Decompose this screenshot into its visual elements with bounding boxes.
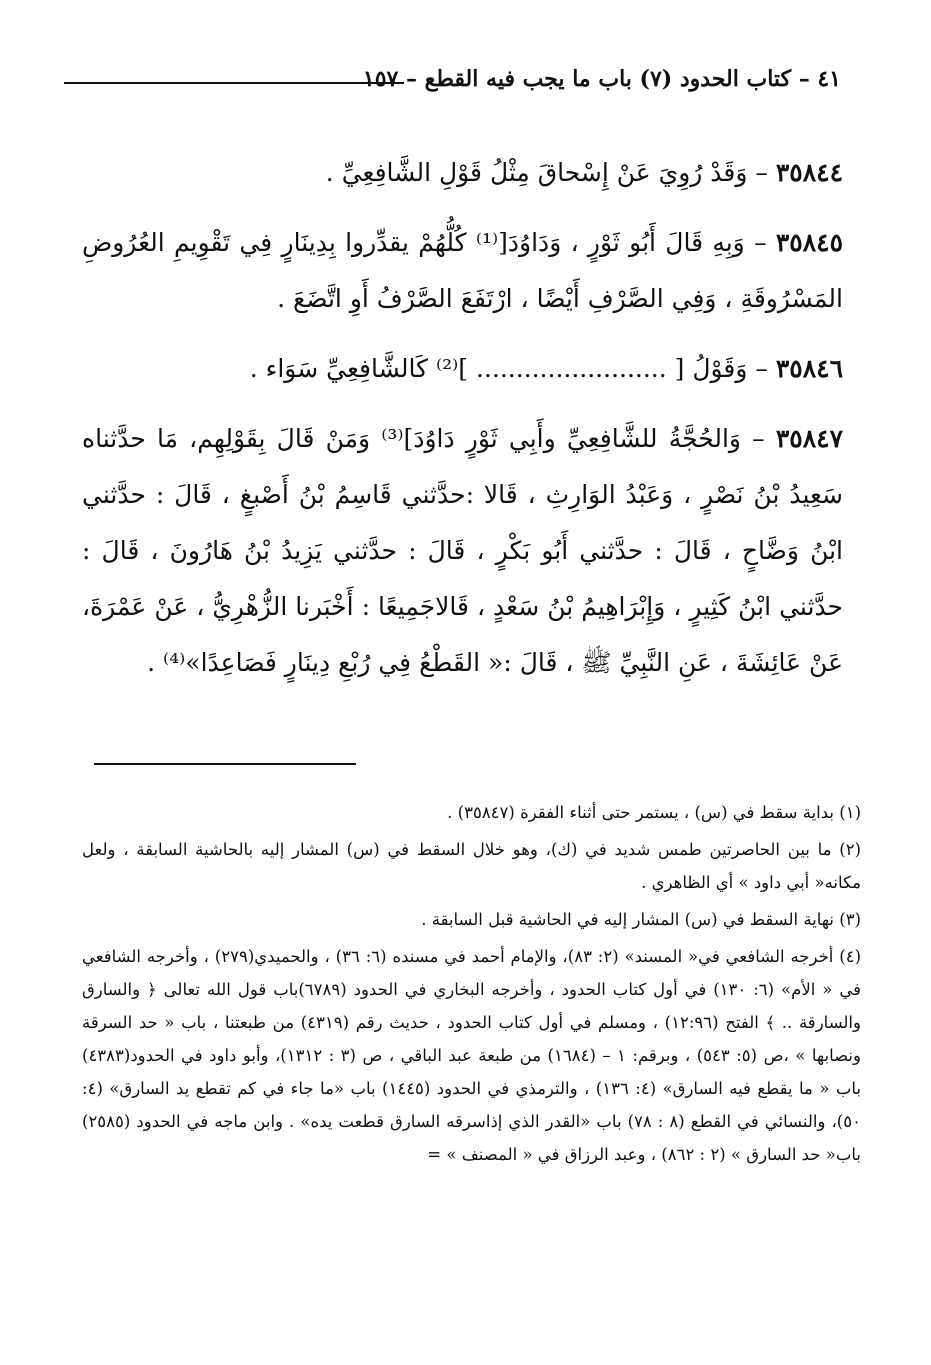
paragraph-text: وَقَدْ رُوِيَ عَنْ إِسْحاقَ مِثْلُ قَوْلِ الشَّافِعِيِّ . — [325, 158, 748, 187]
footnote-2: (٢) ما بين الحاصرتين طمس شديد في (ك)، وهو خلال السقط في (س) المشار إليه بالحاشية السابقة ، ولعل مكانه« أبي داود » أي الظاهري . — [82, 840, 861, 892]
header-rule — [64, 82, 404, 84]
paragraph-text: وَالحُجَّةُ للشَّافِعِيِّ وأَبِي ثَوْرٍ دَاوُدَ]⁽³⁾ وَمَنْ قَالَ بِقَوْلِهِم، مَا حدَّثناه سَعِيدُ بْنُ نَصْرٍ ، وَعَبْدُ الوَارِثِ ، قَالا :حدَّثني قَاسِمُ بْنُ أَصْبغٍ ، قَالَ : حدَّثني ابْنُ وَضَّاحٍ ، قَالَ : حدَّثني أَبُو بَكْرٍ ، قَالَ : حدَّثني يَزِيدُ بْنُ هَارُونَ ، قَالَ : حدَّثني ابْنُ كَثِيرٍ ، وَإِبْرَاهِيمُ بْنُ سَعْدٍ ، قَالاجَمِيعًا : أَخْبَرنا الزُّهْرِيُّ ، عَنْ عَمْرَةَ، عَنْ عَائِشَةَ ، عَنِ النَّبِيِّ ﷺ ، قَالَ :« القَطْعُ فِي رُبْعِ دِينَارٍ فَصَاعِدًا»⁽⁴⁾ . — [82, 424, 843, 677]
footnote-3: (٣) نهاية السقط في (س) المشار إليه في الحاشية قبل السابقة . — [421, 910, 861, 929]
main-text — [82, 145, 843, 705]
paragraph-number: ٣٥٨٤٧ — [775, 424, 843, 453]
footnote-4: (٤) أخرجه الشافعي في« المسند» (٢: ٨٣)، والإمام أحمد في مسنده (٦: ٣٦) ، والحميدي(٢٧٩) ، وأخرجه الشافعي في « الأم» (٦: ١٣٠) في أول كتاب الحدود ، وأخرجه البخاري في الحدود (٦٧٨٩)باب قول الله تعالى ﴿ والسارق والسارقة .. ﴾ الفتح (١٢:٩٦) ، ومسلم في أول كتاب الحدود ، حديث رقم (٤٣١٩) من طبعتنا ، باب « حد السرقة ونصابها » ،ص (٥: ٥٤٣) ، وبرقم: ١ – (١٦٨٤) من طبعة عبد الباقي ، ص (٣ : ١٣١٢)، وأبو داود في الحدود(٤٣٨٣) باب « ما يقطع فيه السارق» (٤: ١٣٦) ، والترمذي في الحدود (١٤٤٥) باب «ما جاء في كم تقطع يد السارق» (٤: ٥٠)، والنسائي في القطع (٨ : ٧٨) باب «القدر الذي إذاسرقه السارق قطعت يده» . وابن ماجه في الحدود (٢٥٨٥) باب« حد السارق » (٢ : ٨٦٢) ، وعبد الرزاق في « المصنف » = — [82, 947, 862, 1164]
paragraph-35844: ٣٥٨٤٤ – وَقَدْ رُوِيَ عَنْ إِسْحاقَ مِثْلُ قَوْلِ الشَّافِعِيِّ . — [325, 158, 843, 187]
footnotes — [82, 796, 861, 1175]
running-title: ٤١ – كتاب الحدود (٧) باب ما يجب فيه القطع – ١٥٧ — [362, 66, 841, 92]
paragraph-number: ٣٥٨٤٦ — [775, 354, 843, 383]
paragraph-number: ٣٥٨٤٤ — [775, 158, 843, 187]
footnote-separator — [94, 763, 356, 765]
paragraph-text: وَبِهِ قَالَ أَبُو ثَوْرٍ ، وَدَاوُدَ[⁽¹⁾ كُلُّهُمْ يقدِّروا بِدِينَارٍ فِي تَقْوِيمِ العُرُوضِ المَسْرُوقَةِ ، وَفِي الصَّرْفِ أَيْضًا ، ارْتَفَعَ الصَّرْفُ أَوِ اتَّضَعَ . — [82, 228, 843, 313]
paragraph-text: وَقَوْلُ [ ........................ ]⁽²⁾ كَالشَّافِعِيِّ سَوَاء . — [249, 354, 748, 383]
page-header — [64, 62, 841, 102]
paragraph-number: ٣٥٨٤٥ — [775, 228, 844, 257]
paragraph-35847: ٣٥٨٤٧ – وَالحُجَّةُ للشَّافِعِيِّ وأَبِي ثَوْرٍ دَاوُدَ]⁽³⁾ وَمَنْ قَالَ بِقَوْلِهِم، مَا حدَّثناه سَعِيدُ بْنُ نَصْرٍ ، وَعَبْدُ الوَارِثِ ، قَالا :حدَّثني قَاسِمُ بْنُ أَصْبغٍ ، قَالَ : حدَّثني ابْنُ وَضَّاحٍ ، قَالَ : حدَّثني أَبُو بَكْرٍ ، قَالَ : حدَّثني يَزِيدُ بْنُ هَارُونَ ، قَالَ : حدَّثني ابْنُ كَثِيرٍ ، وَإِبْرَاهِيمُ بْنُ سَعْدٍ ، قَالاجَمِيعًا : أَخْبَرنا الزُّهْرِيُّ ، عَنْ عَمْرَةَ، عَنْ عَائِشَةَ ، عَنِ النَّبِيِّ ﷺ ، قَالَ :« القَطْعُ فِي رُبْعِ دِينَارٍ فَصَاعِدًا»⁽⁴⁾ . — [82, 424, 843, 677]
paragraph-35846: ٣٥٨٤٦ – وَقَوْلُ [ ........................ ]⁽²⁾ كَالشَّافِعِيِّ سَوَاء . — [249, 354, 843, 383]
paragraph-35845: ٣٥٨٤٥ – وَبِهِ قَالَ أَبُو ثَوْرٍ ، وَدَاوُدَ[⁽¹⁾ كُلُّهُمْ يقدِّروا بِدِينَارٍ فِي تَقْوِيمِ العُرُوضِ المَسْرُوقَةِ ، وَفِي الصَّرْفِ أَيْضًا ، ارْتَفَعَ الصَّرْفُ أَوِ اتَّضَعَ . — [82, 228, 844, 313]
footnote-1: (١) بداية سقط في (س) ، يستمر حتى أثناء الفقرة (٣٥٨٤٧) . — [447, 803, 861, 822]
